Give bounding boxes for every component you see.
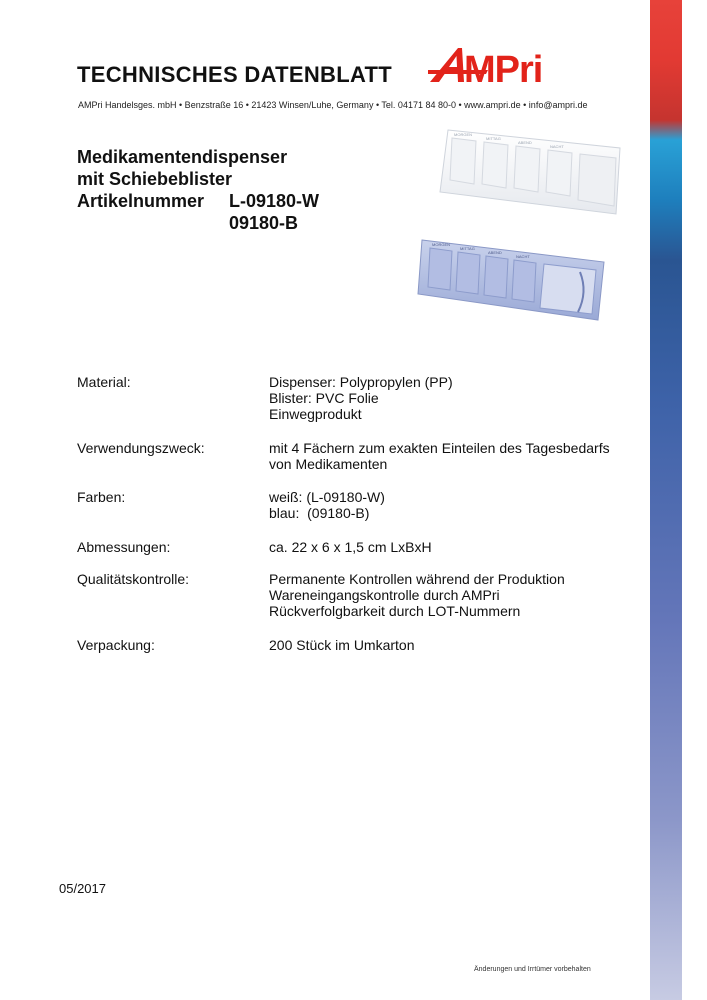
spec-value-dimensions — [269, 539, 432, 555]
spec-value-usage — [269, 440, 610, 472]
spec-material-line2: Blister: PVC Folie — [269, 390, 379, 406]
spec-label-material: Material: — [77, 374, 131, 390]
company-address: AMPri Handelsges. mbH • Benzstraße 16 • 21423 Winsen/Luhe, Germany • Tel. 04171 84 80-0 • www.ampri.de • info@ampri.de — [78, 100, 588, 110]
svg-text:MPri: MPri — [464, 49, 543, 84]
spec-label-quality: Qualitätskontrolle: — [77, 571, 190, 587]
white-dispenser-label-4: NACHT — [550, 144, 564, 149]
product-name-line2: mit Schiebeblister — [77, 169, 233, 189]
spec-label-dimensions: Abmessungen: — [77, 539, 171, 555]
spec-value-packaging — [269, 637, 415, 653]
ampri-logo — [428, 42, 584, 84]
decorative-color-stripe — [650, 0, 682, 1000]
article-number-blue: 09180-B — [229, 213, 299, 233]
spec-label-colors: Farben: — [77, 489, 126, 505]
product-name-line1: Medikamentendispenser — [77, 147, 288, 167]
disclaimer: Änderungen und Irrtümer vorbehalten — [474, 966, 591, 973]
white-dispenser-label-1: MORGEN — [454, 132, 472, 137]
spec-value-colors — [269, 489, 385, 521]
spec-material-line3: Einwegprodukt — [269, 406, 362, 422]
article-number-label: Artikelnummer — [77, 191, 205, 211]
spec-value-quality — [269, 571, 565, 619]
spec-dimensions-line1: ca. 22 x 6 x 1,5 cm LxBxH — [269, 539, 432, 555]
blue-dispenser-label-3: ABEND — [488, 250, 502, 255]
spec-material-line1: Dispenser: Polypropylen (PP) — [269, 374, 453, 390]
white-dispenser-image — [430, 122, 630, 218]
spec-value-material — [269, 374, 453, 422]
spec-label-packaging: Verpackung: — [77, 637, 155, 653]
blue-dispenser-label-1: MORGEN — [432, 242, 450, 247]
spec-quality-line2: Wareneingangskontrolle durch AMPri — [269, 587, 500, 603]
white-dispenser-label-2: MITTAG — [486, 136, 501, 141]
blue-dispenser-label-4: NACHT — [516, 254, 530, 259]
spec-quality-line1: Permanente Kontrollen während der Produktion — [269, 571, 565, 587]
document-date: 05/2017 — [59, 881, 106, 896]
spec-quality-line3: Rückverfolgbarkeit durch LOT-Nummern — [269, 603, 521, 619]
spec-label-usage: Verwendungszweck: — [77, 440, 205, 456]
spec-colors-line1: weiß: (L-09180-W) — [269, 489, 385, 505]
article-number-white: L-09180-W — [229, 191, 320, 211]
white-dispenser-label-3: ABEND — [518, 140, 532, 145]
spec-packaging-line1: 200 Stück im Umkarton — [269, 637, 415, 653]
spec-usage-line2: von Medikamenten — [269, 456, 388, 472]
blue-dispenser-image — [412, 232, 612, 324]
spec-colors-line2: blau: (09180-B) — [269, 505, 370, 521]
spec-usage-line1: mit 4 Fächern zum exakten Einteilen des Tagesbedarfs — [269, 440, 610, 456]
document-title: TECHNISCHES DATENBLATT — [77, 62, 392, 87]
blue-dispenser-label-2: MITTAG — [460, 246, 475, 251]
